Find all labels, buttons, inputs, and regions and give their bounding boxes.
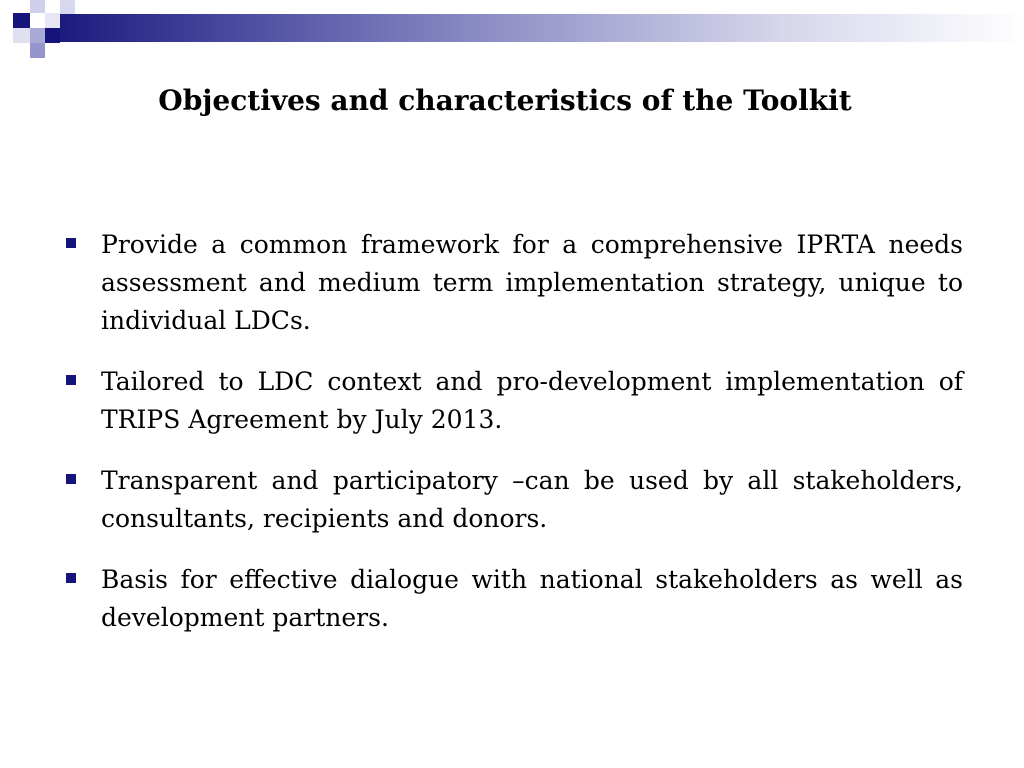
- slide-title: Objectives and characteristics of the Toolkit: [158, 84, 852, 117]
- decor-square: [30, 28, 45, 43]
- square-bullet-icon: [66, 375, 76, 385]
- bullet-list: [65, 226, 963, 660]
- decor-square: [30, 43, 45, 58]
- bullet-item: [65, 561, 963, 637]
- bullet-item: [65, 226, 963, 340]
- square-bullet-icon: [66, 573, 76, 583]
- header-gradient-band: [60, 14, 1024, 42]
- decor-square: [45, 13, 60, 28]
- bullet-item: [65, 462, 963, 538]
- bullet-text: Provide a common framework for a comprehensive IPRTA needs assessment and medium term implementation strategy, unique to individual LDCs.: [101, 230, 963, 335]
- bullet-item: [65, 363, 963, 439]
- square-bullet-icon: [66, 238, 76, 248]
- bullet-text: Transparent and participatory –can be used by all stakeholders, consultants, recipients and donors.: [101, 466, 963, 533]
- bullet-text: Tailored to LDC context and pro-development implementation of TRIPS Agreement by July 2013.: [101, 367, 963, 434]
- decor-square: [30, 0, 45, 13]
- square-bullet-icon: [66, 474, 76, 484]
- decor-square: [13, 28, 30, 43]
- decor-square: [45, 28, 60, 43]
- decor-square: [60, 0, 75, 14]
- decor-square: [30, 13, 45, 28]
- bullet-text: Basis for effective dialogue with national stakeholders as well as development partners.: [101, 565, 963, 632]
